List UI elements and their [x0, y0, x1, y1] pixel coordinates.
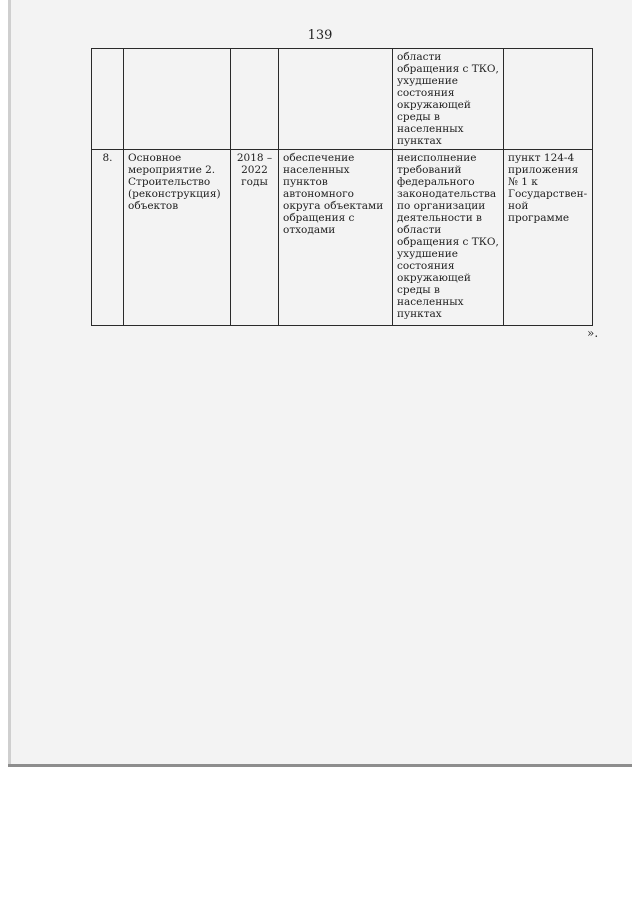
consequence-cell: неисполнение требований федерального законодательства по организации деятельности в области обращения с ТКО, ухудшение состояния окружающей среды в населенных пунктах — [393, 150, 504, 326]
row-number-cell — [92, 49, 124, 150]
period-cell — [231, 49, 279, 150]
page-number: 139 — [307, 28, 333, 43]
measures-table — [91, 48, 593, 326]
reference-cell: пункт 124-4 приложения № 1 к Государствен-ной программе — [504, 150, 593, 326]
measure-name-cell — [124, 49, 231, 150]
goal-cell: обеспечение населенных пунктов автономного округа объектами обращения с отходами — [279, 150, 393, 326]
goal-cell — [279, 49, 393, 150]
table-row — [92, 49, 593, 150]
table-row — [92, 150, 593, 326]
measure-name-cell: Основное мероприятие 2. Строительство (реконструкция) объектов — [124, 150, 231, 326]
closing-quote-mark: ». — [587, 326, 599, 340]
consequence-cell: области обращения с ТКО, ухудшение состояния окружающей среды в населенных пунктах — [393, 49, 504, 150]
reference-cell — [504, 49, 593, 150]
period-cell: 2018 – 2022 годы — [231, 150, 279, 326]
row-number-cell: 8. — [92, 150, 124, 326]
